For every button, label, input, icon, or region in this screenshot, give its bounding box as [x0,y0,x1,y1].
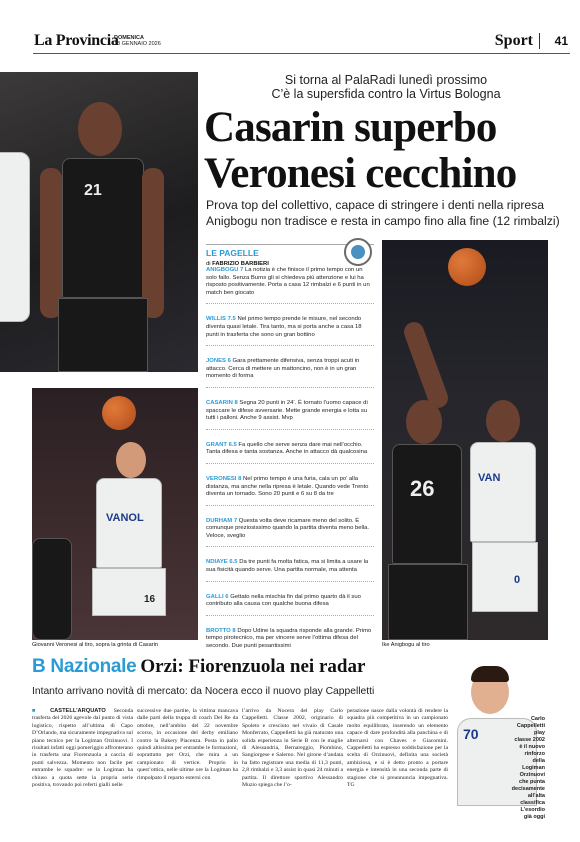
caption-line: Cappelletti [516,723,545,729]
rating-text: Gettato nella mischia fin dal primo quarto dà il suo contributo alla causa con qualche buona difesa [206,593,361,608]
kicker-line: C’è la supersfida contro la Virtus Bologna [271,87,501,101]
caption-line: decisamente [511,786,545,792]
dateline: ■ CASTELL’ARQUATO [32,708,106,714]
caption-line: rinforzo [524,751,545,757]
jersey-number-white: 0 [514,574,521,586]
rating-text: Segna 20 punti in 24’. È tornato l’uomo capace di spaccare le difese avversarie. Mette grande energia e lotta su tutti i palloni. Anche 9 assist. Mvp [206,399,368,422]
caption-line: classifica [520,800,545,806]
header-separator [539,33,540,49]
secondary-body [32,708,448,789]
rating-name: DURHAM 7 [206,517,238,524]
rating-name: BROTTO 8 [206,627,236,634]
subtitle-line: Anigbogu non tradisce e resta in campo fino alla fine (12 rimbalzi) [206,213,560,228]
rating-text: Dopo Udine la squadra risponde alla grande. Primo tempo pirotecnico, ma per vincere serve l’ottima difesa del secondo. Due punti pesantissimi [206,627,372,650]
rating-item [206,506,374,548]
jersey-number: 16 [144,594,156,605]
issue-date [114,35,161,47]
player-jersey-white [470,442,536,542]
portrait-caption [503,716,545,821]
page-header [0,0,580,60]
rating-text: Nel primo tempo è una furia, cala un po’ alla distanza, ma anche nella ripresa è letale. Quando vede Trento diventa un tornado. Sono 20 punti e 6 su 8 da tre [206,475,369,498]
rating-item [206,304,374,346]
rating-item [206,582,374,616]
article-kicker [212,73,560,101]
caption-line: classe 2002 [514,737,545,743]
headline-line: Casarin superbo [204,104,497,151]
text-column: successive due partite, la vittima mancava dalle parti della truppa di coach Del Re da ottobre, nell’ambito del 22 novembre scorso, in occasione del derby emiliano contro la Bakery Piacenza. Posta in palio quindi altissima per entrambe le formazioni, soprattutto per Orzi, che mira a un campionato di vertice. Proprio in quest’ottica, nelle ultime ore la Logiman ha rimpolpato il reparto esterni con [137,708,238,781]
player-jersey-black [392,444,462,564]
caption-line: all’alta [527,793,545,799]
rating-name: ANIGBOGU 7 [206,267,244,273]
rating-text: Gara prettamente difensiva, senza troppi acuti in attacco. Cerca di mettere un mattoncino, non è in un gran momento di forma [206,358,360,380]
rating-item [206,616,374,653]
player-arm-right [142,168,164,318]
pagelle-list [206,266,374,653]
subtitle-line: Prova top del collettivo, capace di stringere i denti nella ripresa [206,198,545,212]
jersey-number-black: 26 [410,476,435,501]
column-text: Seconda trasferta del 2026 agevole dal punto di vista logistico, rispetto all’ultima di Capo D’Orlando, ma sicuramente impegnativa sul piano tecnico per la Logiman Orzinuovi. I risultati infatti oggi pomeriggio affronterano in trasferta una Fiorenzuola a caccia di punti salvezza. Momento non facile per entrambe le squadre: se la Logiman ha chiuso a quota sette la propria serie positiva, trovando poi referti gialli nelle [32,708,134,789]
text-column: l’arrivo da Nocera del play Carlo Cappelletti. Classe 2002, originario di Spoleto e cresciuto nel vivaio di Casale Monferrato, Cappelletti ha già maturato una solida esperienza in Serie B con le maglie di Alessandria, Bernareggio, Piombino, Sangiorgese e Salerno. Nel girone d’andata ha fatto registrare una media di 11,3 punti, 2,8 rimbalzi e 3,3 assist in quasi 24 minuti a partita. Il direttore sportivo Alessandro Muzio spiega che l’o- [242,708,343,789]
opponent-figure [0,152,30,322]
photo-caption-mid: Giovanni Veronesi al tiro, sopra la grinta di Casarin [32,642,158,648]
rating-text: Questa volta deve ricamare meno del solito. È comunque preziosissimo quando la partita diventa meno bella. Veloce, sveglio [206,517,370,539]
photo-anigbogu-shot [382,240,548,640]
rating-item [206,464,374,506]
byline-prefix: di [206,261,213,267]
rating-name: CASARIN 8 [206,399,238,406]
caption-line: Carlo [530,716,545,722]
rating-text: Nel primo tempo prende le misure, nel secondo diventa quasi letale. Tira tanto, ma si porta anche a casa 18 punti in trasferta che sono un gran bottino [206,316,362,338]
rating-name: VERONESI 8 [206,475,242,482]
player-jersey [62,158,144,298]
player-head [116,442,146,478]
player-shorts [92,568,166,616]
team-badge-icon [344,238,372,266]
kicker-line: Si torna al PalaRadi lunedì prossimo [284,73,488,87]
caption-line: play [533,730,545,736]
section-tag: B Nazionale [32,656,137,677]
player-arm-left [40,168,62,318]
rating-name: GRANT 6.5 [206,441,237,448]
jersey-number: 21 [84,182,102,199]
jersey-brand-white: VAN [478,472,501,484]
text-column [32,708,133,789]
caption-line: Orzinuovi [519,772,545,778]
pagelle-label: LE PAGELLE [206,244,374,258]
basketball [102,396,136,430]
player-shorts-white [472,542,538,612]
rating-name: NDIAYE 6.5 [206,559,238,566]
rating-item [206,388,374,430]
caption-line: L’esordio [520,807,545,813]
photo-caption-right: Ike Anigbogu al tiro [382,642,430,648]
issue-day: DOMENICA [114,35,144,41]
section-name: Sport [494,32,533,49]
rating-text: Da tre punti fa molta fatica, ma si limita a usare la sua fisicità quando serve. Una partita normale, ma attenta [206,559,369,574]
caption-line: già oggi [523,814,545,820]
caption-line: Logiman [522,765,545,771]
defender-figure [32,538,72,640]
rating-item [206,430,374,464]
secondary-headline [32,656,452,678]
rating-name: JONES 6 [206,358,231,365]
player-shorts [58,298,148,372]
secondary-title: Orzi: Fiorenzuola nei radar [140,656,366,677]
jersey-brand: VANOL [106,512,144,524]
player-head-white [486,400,520,442]
caption-line: della [532,758,545,764]
player-head-black [406,400,442,444]
article-headline [204,105,576,197]
byline-author: FABRIZIO BARBIERI [212,261,269,267]
header-rule [33,53,570,54]
caption-line: che punta [519,779,545,785]
portrait-hair [471,666,509,682]
basketball [448,248,486,286]
photo-veronesi-shot [32,388,198,640]
rating-item [206,266,374,304]
text-column: perazione nasce dalla volontà di rendere la squadra più competitiva in un campionato molto equilibrato, inserendo un elemento capace di dare profondità alla panchina e di alternarsi con Chaves e Giacomini. Cappelletti ha espresso soddisfazione per la scelta di Orzinuovi, definita una società ambiziosa, e si è detto pronto a portare energia e intensità in una seconda parte di stagione che si preannuncia impegnativa. TG [347,708,448,789]
secondary-subtitle: Intanto arrivano novità di mercato: da Nocera ecco il nuovo play Cappelletti [32,686,375,697]
article-subtitle [206,198,578,229]
rating-item [206,547,374,581]
newspaper-logo: La Provincia [34,32,119,49]
rating-item [206,346,374,388]
portrait-number: 70 [463,726,479,742]
rating-name: GALLI 6 [206,593,229,600]
headline-line: Veronesi cecchino [204,150,517,197]
photo-player-black-jersey [0,72,198,372]
page-number: 41 [554,34,568,48]
player-head [78,102,122,156]
issue-date-text: 18 GENNAIO 2026 [114,41,161,47]
rating-name: WILLIS 7.5 [206,316,236,323]
rating-text: Fa quello che serve senza dare mai nell’occhio. Tanta difesa e tanta sostanza. Anche in attacco dà qualcosina [206,441,368,456]
player-shorts-black [388,564,468,640]
rating-text: La notizia è che finisce il primo tempo con un solo fallo. Senza Burns gli si chiedeva più attenzione e lui ha risposto positivamente. Porta a casa 12 rimbalzi e 6 punti in un match ben giocato [206,267,370,296]
caption-line: è il nuovo [519,744,545,750]
player-arm [401,319,451,410]
